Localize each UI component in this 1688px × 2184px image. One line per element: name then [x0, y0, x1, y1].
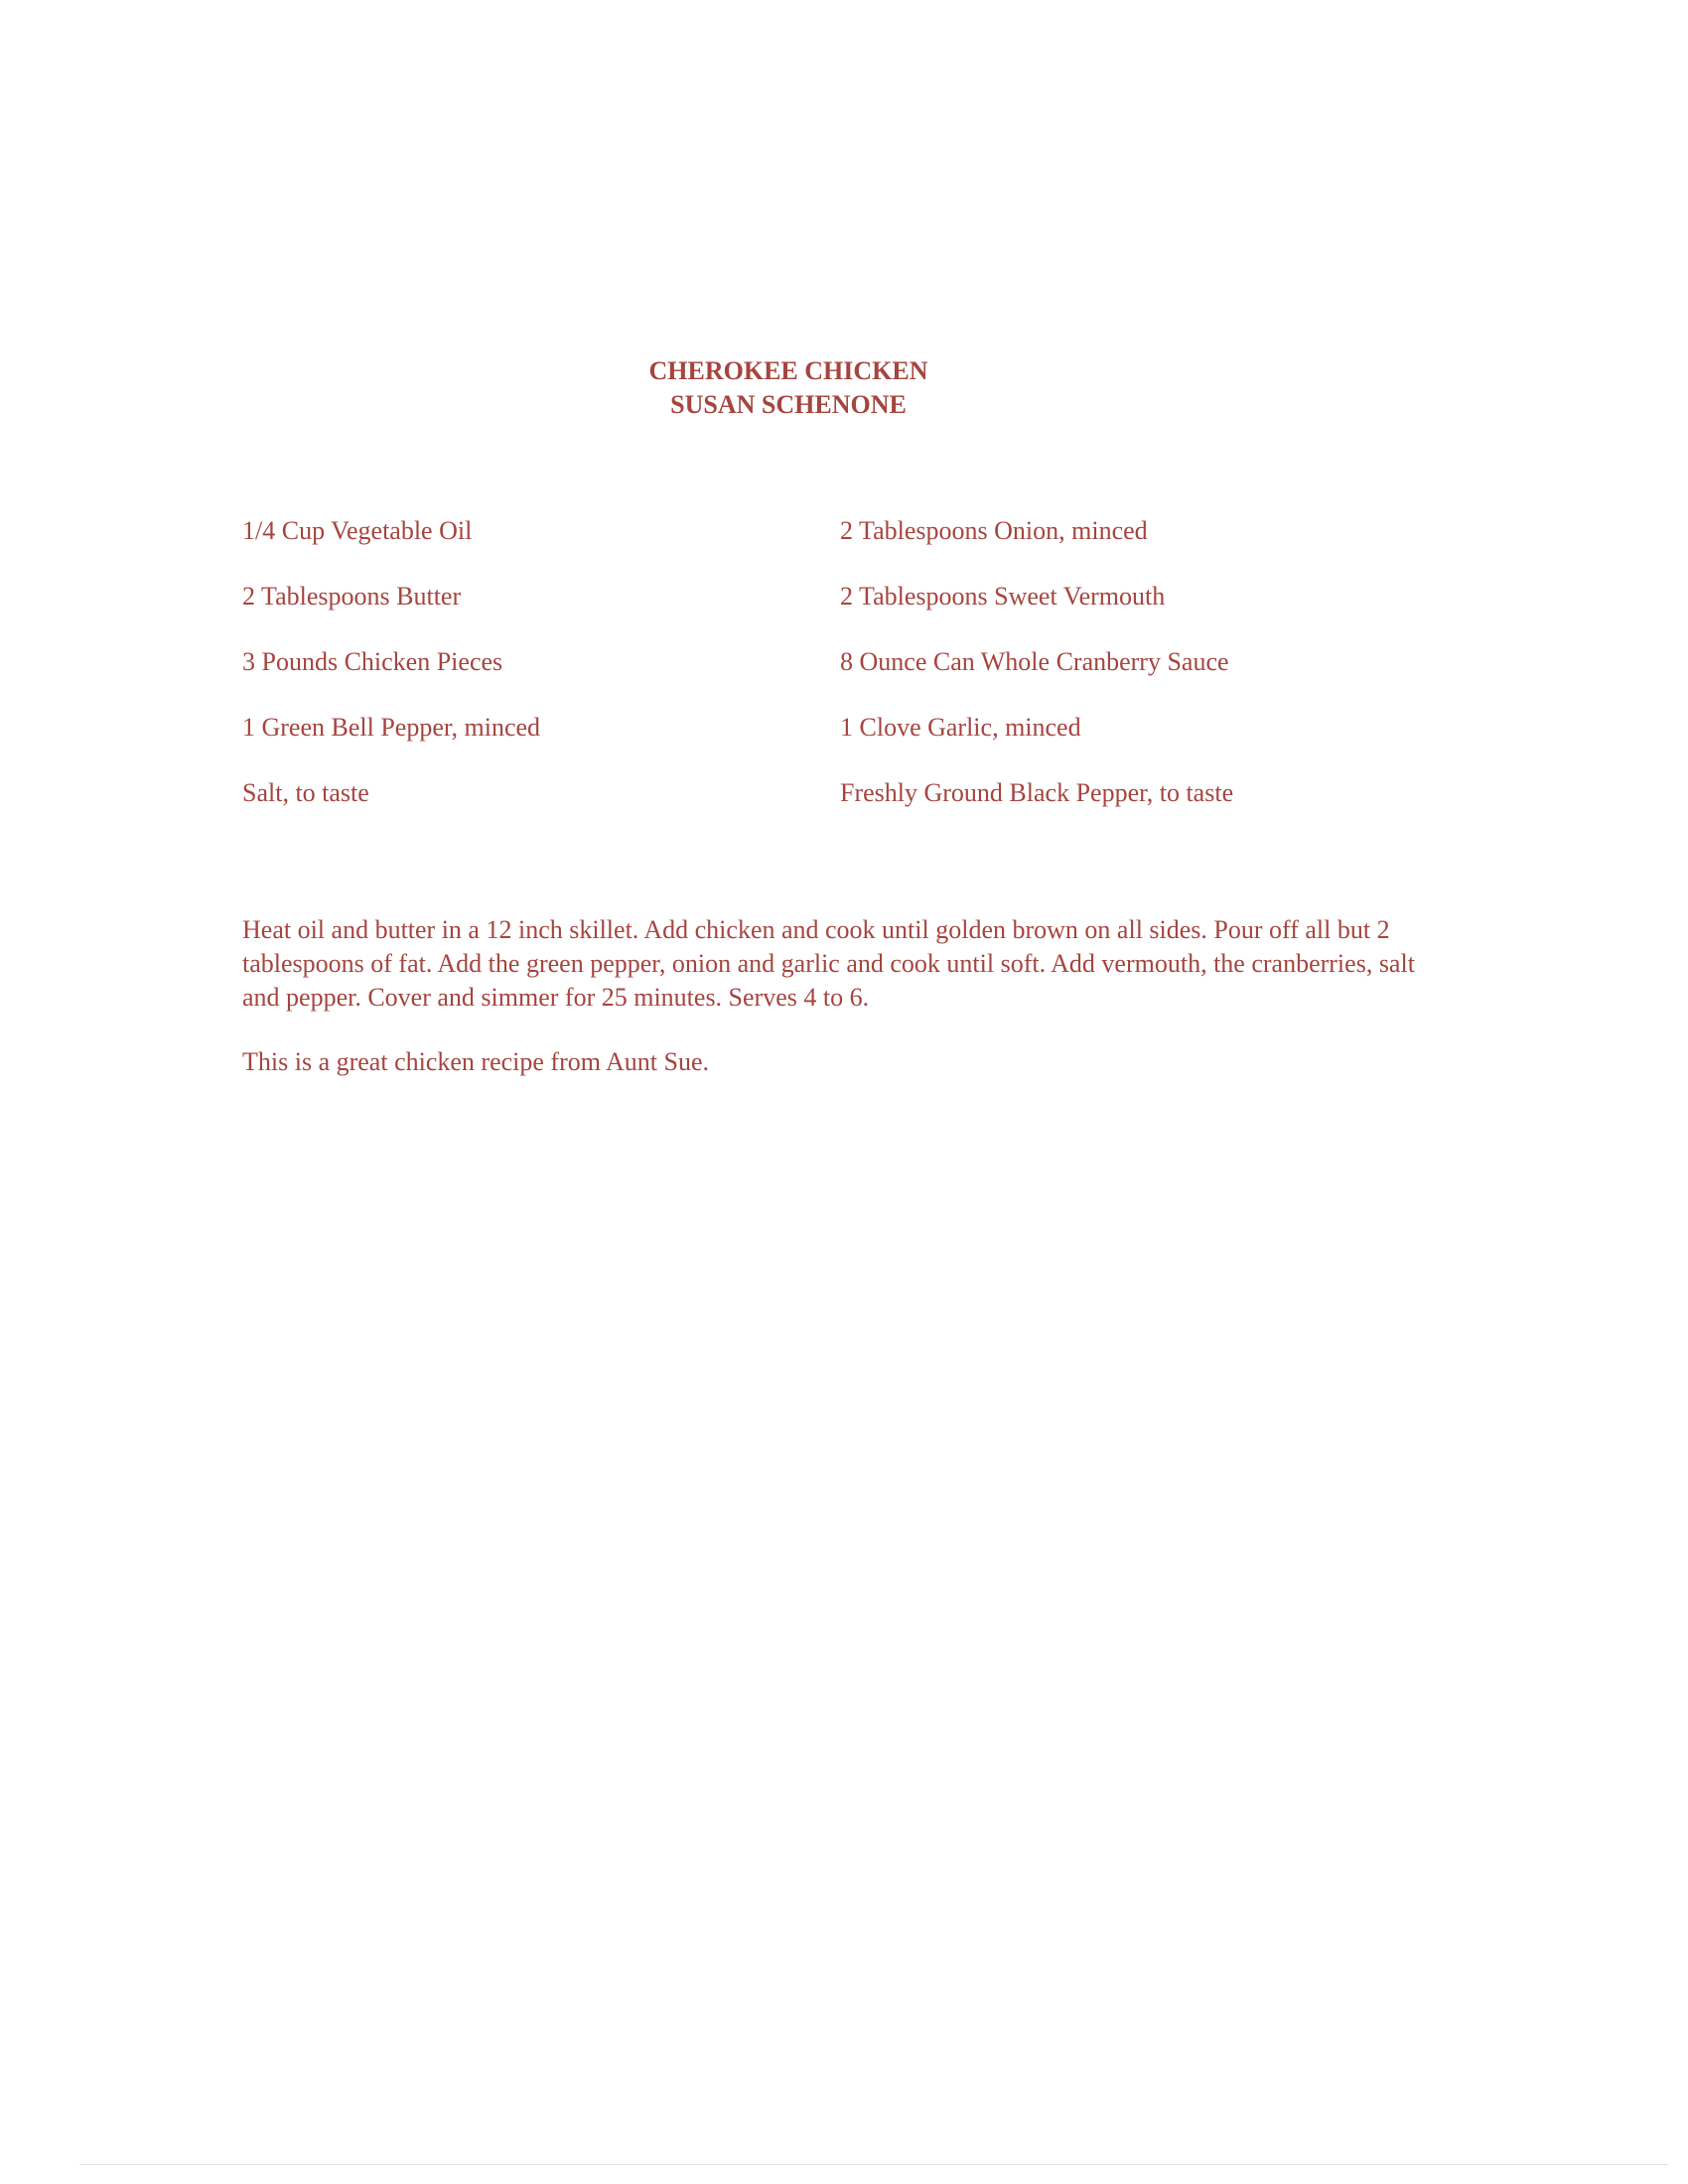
- ingredient-row: [242, 514, 1434, 580]
- recipe-header: [0, 354, 1577, 422]
- ingredient-item: 3 Pounds Chicken Pieces: [242, 647, 503, 676]
- ingredient-item: Freshly Ground Black Pepper, to taste: [840, 778, 1234, 807]
- ingredient-item: 1 Green Bell Pepper, minced: [242, 713, 541, 742]
- ingredient-list: [242, 514, 1434, 842]
- ingredient-row: [242, 776, 1434, 842]
- ingredient-row: [242, 580, 1434, 645]
- ingredient-row: [242, 645, 1434, 711]
- ingredient-item: 2 Tablespoons Onion, minced: [840, 516, 1148, 545]
- ingredient-item: 1/4 Cup Vegetable Oil: [242, 516, 473, 545]
- recipe-author: SUSAN SCHENONE: [670, 390, 907, 419]
- ingredient-item: 2 Tablespoons Sweet Vermouth: [840, 582, 1166, 611]
- recipe-note: This is a great chicken recipe from Aunt Sue.: [242, 1047, 710, 1076]
- ingredient-item: Salt, to taste: [242, 778, 369, 807]
- ingredient-row: [242, 711, 1434, 776]
- instructions-paragraph: Heat oil and butter in a 12 inch skillet. Add chicken and cook until golden brown on all sides. Pour off all but 2 tablespoons of fat. Add the green pepper, onion and garlic and cook until soft. Add vermouth, the cranberries, salt and pepper. Cover and simmer for 25 minutes. Serves 4 to 6.: [242, 915, 1415, 1012]
- ingredient-item: 2 Tablespoons Butter: [242, 582, 462, 611]
- ingredient-item: 8 Ounce Can Whole Cranberry Sauce: [840, 647, 1229, 676]
- page-bottom-divider: [79, 2164, 1668, 2165]
- ingredient-item: 1 Clove Garlic, minced: [840, 713, 1081, 742]
- recipe-title: CHEROKEE CHICKEN: [648, 356, 928, 385]
